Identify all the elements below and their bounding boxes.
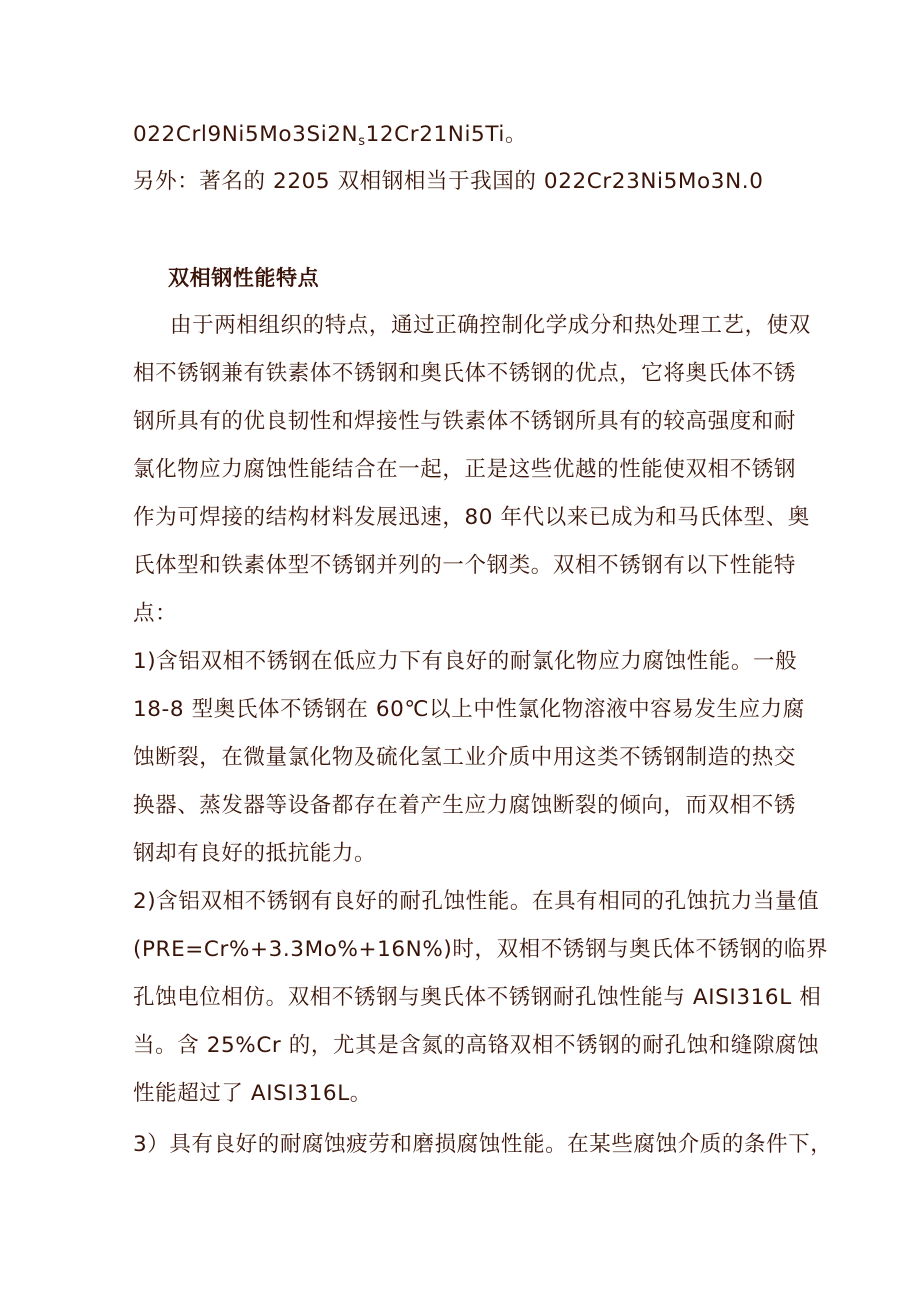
grade-text-rest: 12Cr21Ni5Ti。 [365,122,528,147]
intro-line: 氏体型和铁素体型不锈钢并列的一个钢类。双相不锈钢有以下性能特 [133,553,797,578]
intro-line: 由于两相组织的特点，通过正确控制化学成分和热处理工艺，使双 [170,313,811,338]
intro-line: 钢所具有的优良韧性和焊接性与铁素体不锈钢所具有的较高强度和耐 [133,409,797,434]
intro-line: 氯化物应力腐蚀性能结合在一起，正是这些优越的性能使双相不锈钢 [133,457,797,482]
section-heading: 双相钢性能特点 [168,266,320,290]
intro-line: 相不锈钢兼有铁素体不锈钢和奥氏体不锈钢的优点，它将奥氏体不锈 [133,361,797,386]
grade-text: 022Crl9Ni5Mo3Si2N [133,122,359,147]
item1-line: 蚀断裂，在微量氯化物及硫化氢工业介质中用这类不锈钢制造的热交 [133,745,797,770]
item3-line: 3）具有良好的耐腐蚀疲劳和磨损腐蚀性能。在某些腐蚀介质的条件下， [133,1132,833,1157]
note-line: 另外：著名的 2205 双相钢相当于我国的 022Cr23Ni5Mo3N.0 [133,169,764,194]
item2-line: 孔蚀电位相仿。双相不锈钢与奥氏体不锈钢耐孔蚀性能与 AISI316L 相 [133,985,822,1010]
intro-line: 点： [133,601,178,626]
item1-line: 18-8 型奥氏体不锈钢在 60℃以上中性氯化物溶液中容易发生应力腐 [133,697,805,722]
item2-line: (PRE=Cr%+3.3Mo%+16N%)时，双相不锈钢与奥氏体不锈钢的临界 [133,937,829,962]
item1-line: 换器、蒸发器等设备都存在着产生应力腐蚀断裂的倾向，而双相不锈 [133,793,797,818]
item1-line: 钢却有良好的抵抗能力。 [133,841,377,866]
grade-line [133,120,793,157]
item1-line: 1)含铝双相不锈钢在低应力下有良好的耐氯化物应力腐蚀性能。一般 [133,649,798,674]
grade-subscript: s [358,134,366,149]
intro-line: 作为可焊接的结构材料发展迅速，80 年代以来已成为和马氏体型、奥 [133,505,810,530]
item2-line: 当。含 25%Cr 的，尤其是含氮的高铬双相不锈钢的耐孔蚀和缝隙腐蚀 [133,1033,820,1058]
item2-line: 性能超过了 AISI316L。 [133,1081,372,1106]
item2-line: 2)含铝双相不锈钢有良好的耐孔蚀性能。在具有相同的孔蚀抗力当量值 [133,889,820,914]
